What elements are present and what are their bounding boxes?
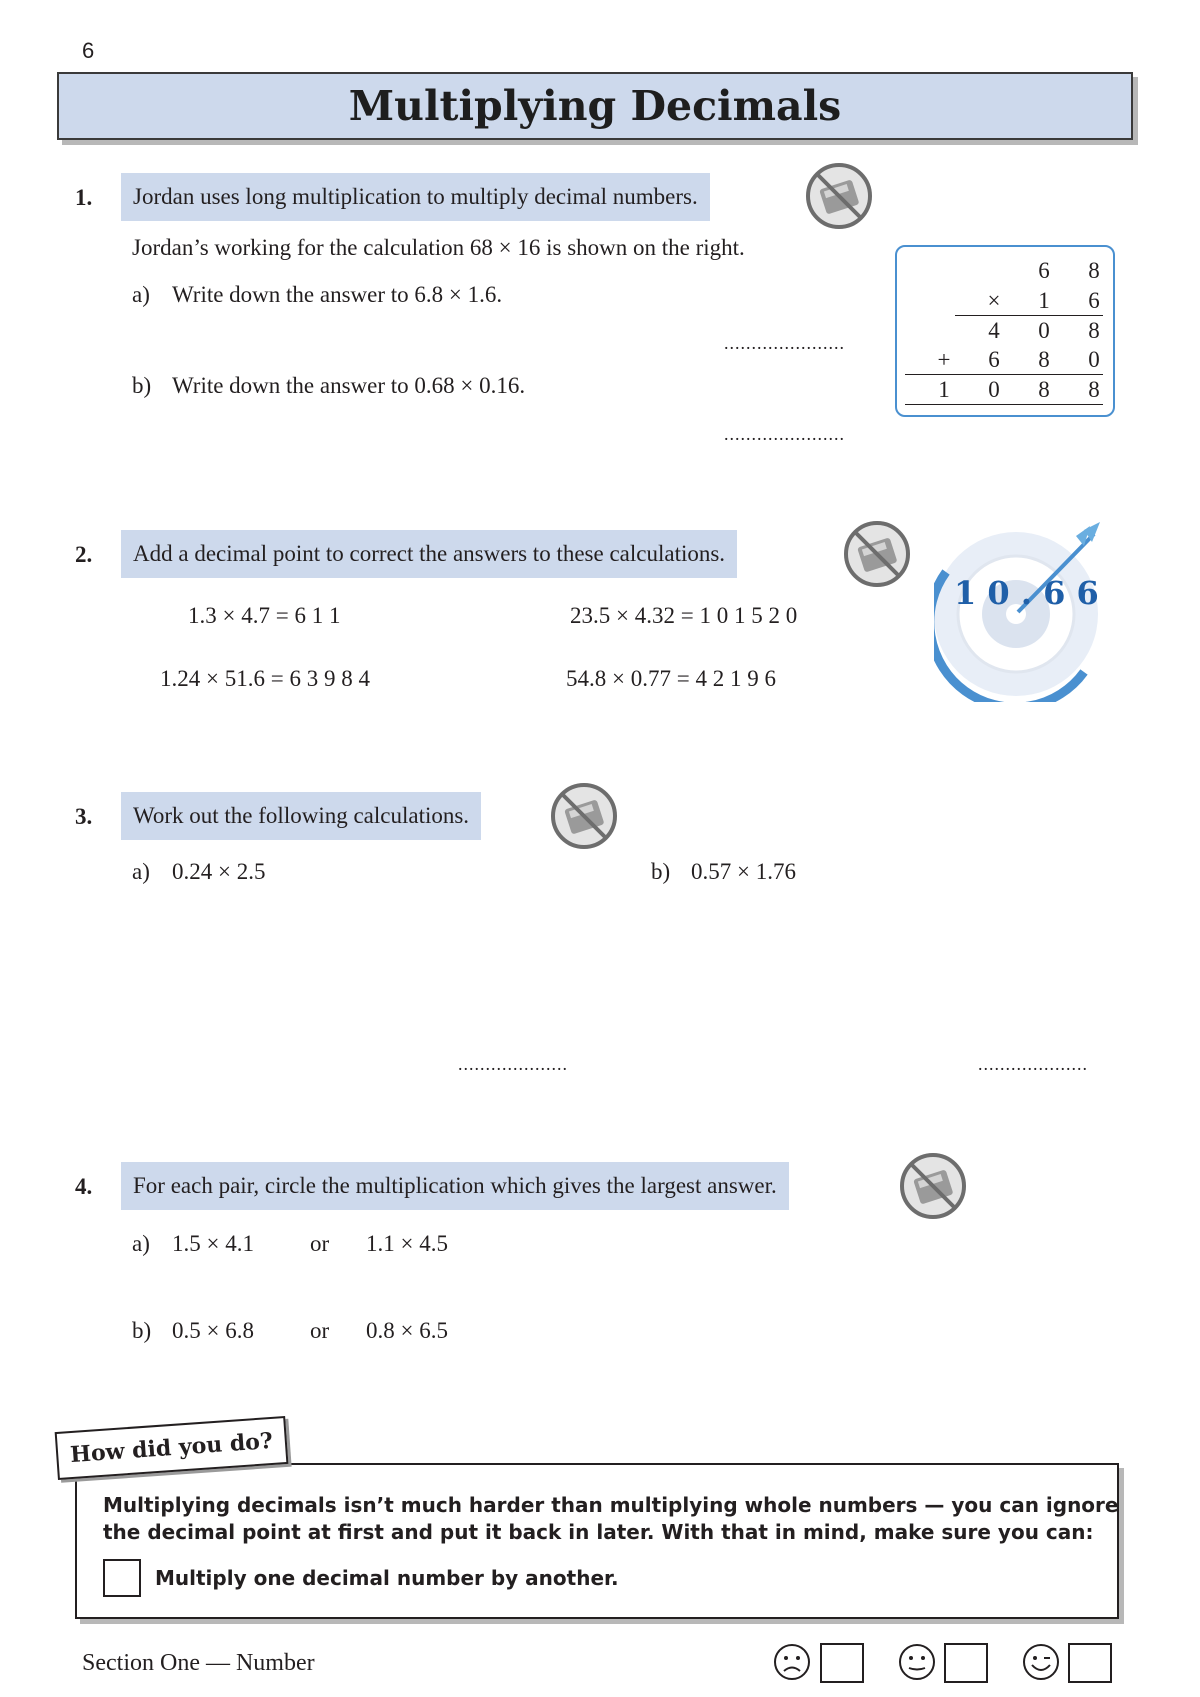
question-4b-option-2[interactable]: 0.8 × 6.5: [366, 1318, 448, 1343]
calculation-2: 23.5 × 4.32 = 1 0 1 5 2 0: [570, 603, 798, 628]
no-calculator-icon: [897, 1150, 969, 1222]
long-multiplication-working: [895, 245, 1115, 417]
question-4b-or: or: [310, 1318, 330, 1343]
calculation-4: 54.8 × 0.77 = 4 2 1 9 6: [566, 666, 776, 691]
question-1-prompt: Jordan uses long multiplication to multiply decimal numbers.: [121, 173, 710, 221]
no-calculator-icon: [803, 160, 875, 232]
question-1a-text: Write down the answer to 6.8 × 1.6.: [172, 282, 503, 307]
question-3-prompt: Work out the following calculations.: [121, 792, 481, 840]
working-rule: [905, 404, 1103, 405]
question-3b-answer-line[interactable]: ....................: [978, 1054, 1088, 1074]
working-row: × 1 6: [987, 288, 1100, 313]
neutral-face-icon: [898, 1643, 936, 1681]
question-4b-label: b): [132, 1318, 152, 1343]
question-2-number: 2.: [75, 542, 93, 567]
target-number: 1 0 . 6 6: [954, 574, 1099, 612]
section-footer: Section One — Number: [82, 1650, 315, 1676]
page-number: 6: [82, 38, 95, 63]
question-3a-answer-line[interactable]: ....................: [458, 1054, 568, 1074]
question-1-intro: Jordan’s working for the calculation 68 × 16 is shown on the right.: [132, 235, 745, 260]
working-rule: [955, 315, 1103, 316]
question-3a-text: 0.24 × 2.5: [172, 859, 266, 884]
checklist-checkbox[interactable]: [103, 1559, 141, 1597]
question-3a-label: a): [132, 859, 150, 884]
question-4a-option-1[interactable]: 1.5 × 4.1: [172, 1231, 254, 1256]
feedback-line-1: Multiplying decimals isn’t much harder than multiplying whole numbers — you can ignore: [103, 1493, 1119, 1517]
question-4a-option-2[interactable]: 1.1 × 4.5: [366, 1231, 448, 1256]
question-4a-label: a): [132, 1231, 150, 1256]
question-3b-text: 0.57 × 1.76: [691, 859, 796, 884]
question-4a-or: or: [310, 1231, 330, 1256]
rating-box-neutral[interactable]: [944, 1643, 988, 1683]
working-row: 6 8: [1038, 258, 1100, 283]
question-1b-text: Write down the answer to 0.68 × 0.16.: [172, 373, 526, 398]
question-2-prompt: Add a decimal point to correct the answers to these calculations.: [121, 530, 737, 578]
working-row: + 6 8 0: [937, 347, 1100, 372]
question-3b-label: b): [651, 859, 671, 884]
question-4b-option-1[interactable]: 0.5 × 6.8: [172, 1318, 254, 1343]
question-1a-label: a): [132, 282, 150, 307]
question-4-number: 4.: [75, 1174, 93, 1199]
target-icon: [934, 522, 1104, 702]
question-1b-answer-line[interactable]: ......................: [724, 424, 845, 444]
calculation-1: 1.3 × 4.7 = 6 1 1: [188, 603, 341, 628]
rating-box-sad[interactable]: [820, 1643, 864, 1683]
question-1-number: 1.: [75, 185, 93, 210]
feedback-heading: How did you do?: [55, 1416, 289, 1480]
checklist-item: Multiply one decimal number by another.: [155, 1566, 619, 1590]
no-calculator-icon: [841, 518, 913, 590]
page-title: Multiplying Decimals: [348, 82, 842, 130]
question-3-number: 3.: [75, 804, 93, 829]
question-4-prompt: For each pair, circle the multiplication which gives the largest answer.: [121, 1162, 789, 1210]
no-calculator-icon: [548, 780, 620, 852]
calculation-3: 1.24 × 51.6 = 6 3 9 8 4: [160, 666, 370, 691]
working-rule: [905, 374, 1103, 375]
sad-face-icon: [773, 1643, 811, 1681]
rating-box-happy[interactable]: [1068, 1643, 1112, 1683]
working-row: 1 0 8 8: [938, 377, 1100, 402]
working-row: 4 0 8: [988, 318, 1100, 343]
target-illustration: [934, 522, 1104, 702]
question-1a-answer-line[interactable]: ......................: [724, 333, 845, 353]
question-1b-label: b): [132, 373, 152, 398]
title-banner: [57, 72, 1133, 140]
happy-face-icon: [1022, 1643, 1060, 1681]
feedback-line-2: the decimal point at first and put it back in later. With that in mind, make sure you can:: [103, 1520, 1094, 1544]
